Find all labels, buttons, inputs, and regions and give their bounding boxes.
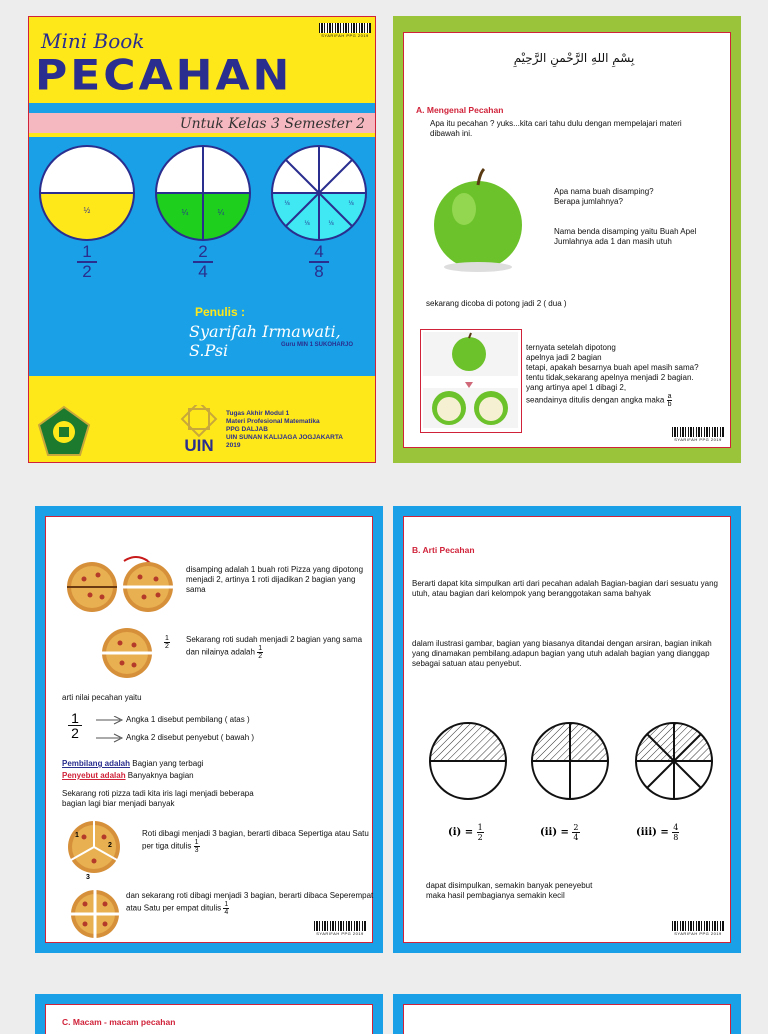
pembilang-arrow-text: Angka 1 disebut pembilang ( atas ) bbox=[126, 715, 250, 724]
definition-text: Berarti dapat kita simpulkan arti dari pecahan adalah Bagian-bagian dari sesuatu yang utuh, atau bagian dari kelompok yang beranggotakan sama bahyak bbox=[412, 579, 718, 598]
cover-subtitle: Untuk Kelas 3 Semester 2 bbox=[179, 116, 365, 132]
blue-band bbox=[29, 103, 375, 113]
svg-text:2: 2 bbox=[108, 842, 112, 849]
svg-text:⅛: ⅛ bbox=[348, 201, 354, 207]
svg-text:⅛: ⅛ bbox=[328, 221, 334, 227]
intro-text: Apa itu pecahan ? yuks...kita cari tahu dulu dengan mempelajari materi dibawah ini. bbox=[430, 119, 682, 138]
quarter-text: dan sekarang roti dibagi menjadi 3 bagian, berarti dibaca Seperempat atau Satu per empat ditulis $\frac{1}{4}$ bbox=[126, 891, 374, 916]
conclusion-text: dapat disimpulkan, semakin banyak peneyebut maka hasil pembagianya semakin kecil bbox=[426, 881, 593, 900]
cover-page bbox=[28, 16, 376, 463]
page-arti-pecahan bbox=[393, 506, 741, 953]
illustration-text: dalam ilustrasi gambar, bagian yang biasanya ditandai dengan arsiran, bagian inikah yang dinamakan pembilang.adapun bagian yang utuh adalah bagian yang dianggap sebagai satuan atau penyebut. bbox=[412, 639, 712, 668]
apple-cut-image bbox=[420, 329, 522, 433]
answer-block: Nama benda disamping yaitu Buah Apel Jumlahnya ada 1 dan masih utuh bbox=[554, 227, 697, 246]
label-iii: (iii) = $\frac{4}{8}$ bbox=[636, 823, 679, 842]
label-ii: (ii) = $\frac{2}{4}$ bbox=[540, 823, 579, 842]
svg-text:3: 3 bbox=[86, 874, 90, 881]
pizza-half-image bbox=[98, 625, 156, 681]
author-name: Syarifah Irmawati, S.Psi bbox=[189, 322, 341, 360]
third-text: Roti dibagi menjadi 3 bagian, berarti dibaca Sepertiga atau Satu per tiga ditulis $\frac{1}{3}$ bbox=[142, 829, 369, 854]
arti-text: arti nilai pecahan yaitu bbox=[62, 693, 142, 702]
section-heading: C. Macam - macam pecahan bbox=[62, 1017, 176, 1027]
big-fraction: 1 2 bbox=[68, 711, 82, 740]
section-heading: B. Arti Pecahan bbox=[412, 545, 475, 555]
pizza-text-2: Sekarang roti sudah menjadi 2 bagian yang sama dan nilainya adalah $\frac{1}{2}$ bbox=[186, 635, 363, 660]
bismillah: بِسْمِ اللهِ الرَّحْمنِ الرَّحِيْمِ bbox=[513, 51, 635, 65]
circle-eighths bbox=[272, 146, 366, 240]
iris-text: Sekarang roti pizza tadi kita iris lagi menjadi beberapa bagian lagi biar menjadi banyak bbox=[62, 789, 254, 808]
label-quarter-right: ¼ bbox=[217, 208, 225, 217]
circle-quarters bbox=[156, 146, 250, 240]
svg-text:UIN: UIN bbox=[184, 436, 214, 453]
svg-text:1: 1 bbox=[75, 832, 79, 839]
arrow-icon bbox=[94, 716, 128, 744]
institution-block: Tugas Akhir Modul 1 Materi Profesional Matematika PPG DALJAB UIN SUNAN KALIJAGA JOGJAKARTA 2019 bbox=[226, 410, 344, 449]
under-label-1: 1 2 bbox=[77, 243, 97, 281]
label-i: (i) = $\frac{1}{2}$ bbox=[448, 823, 483, 842]
svg-text:⅛: ⅛ bbox=[284, 201, 290, 207]
kemenag-logo bbox=[37, 405, 91, 457]
cut-text: sekarang dicoba di potong jadi 2 ( dua ) bbox=[426, 299, 567, 308]
page-six bbox=[393, 994, 741, 1034]
uin-logo bbox=[179, 405, 219, 453]
page-mengenal-pecahan bbox=[393, 16, 741, 463]
pizza-half-fraction: $\frac{1}{2}$ bbox=[165, 635, 169, 650]
pembilang-def: Pembilang adalah Bagian yang terbagi bbox=[62, 759, 204, 768]
question-block: Apa nama buah disamping? Berapa jumlahnya? bbox=[554, 187, 654, 206]
page-macam-pecahan bbox=[35, 994, 383, 1034]
page-pizza bbox=[35, 506, 383, 953]
barcode: SYARIFAH PPG 2019 bbox=[672, 921, 724, 937]
penulis-label: Penulis : bbox=[195, 305, 246, 319]
label-half: ½ bbox=[83, 206, 91, 215]
barcode: SYARIFAH PPG 2019 bbox=[672, 427, 724, 443]
section-heading: A. Mengenal Pecahan bbox=[416, 105, 504, 115]
label-quarter-left: ¼ bbox=[181, 208, 189, 217]
pizza-third-image bbox=[64, 817, 124, 881]
author-role: Guru MIN 1 SUKOHARJO bbox=[281, 342, 354, 348]
circle-half bbox=[40, 146, 134, 240]
barcode: SYARIFAH PPG 2019 bbox=[319, 23, 371, 39]
after-text: ternyata setelah dipotong apelnya jadi 2 bagian tetapi, apakah besarnya buah apel masih sama? tentu tidak,sekarang apelnya menjadi 2 bagian. yang artinya apel 1 dibagi 2, seandainya ditulis dengan angka maka $\frac{a}{b}$ bbox=[526, 343, 699, 408]
pizza-text-1: disamping adalah 1 buah roti Pizza yang dipotong menjadi 2, artinya 1 roti dijadikan 2 bagian yang sama bbox=[186, 565, 364, 594]
under-label-3: 4 8 bbox=[309, 243, 329, 281]
penyebut-arrow-text: Angka 2 disebut penyebut ( bawah ) bbox=[126, 733, 255, 742]
under-label-2: 2 4 bbox=[193, 243, 213, 281]
penyebut-def: Penyebut adalah Banyaknya bagian bbox=[62, 771, 194, 780]
mini-book-label: Mini Book bbox=[41, 29, 145, 53]
pizza-quarter-image bbox=[68, 887, 122, 941]
cover-title: PECAHAN bbox=[35, 51, 293, 100]
barcode: SYARIFAH PPG 2019 bbox=[314, 921, 366, 937]
pizza-halves-image bbox=[64, 553, 174, 613]
apple-image bbox=[428, 163, 528, 273]
svg-text:⅛: ⅛ bbox=[304, 221, 310, 227]
